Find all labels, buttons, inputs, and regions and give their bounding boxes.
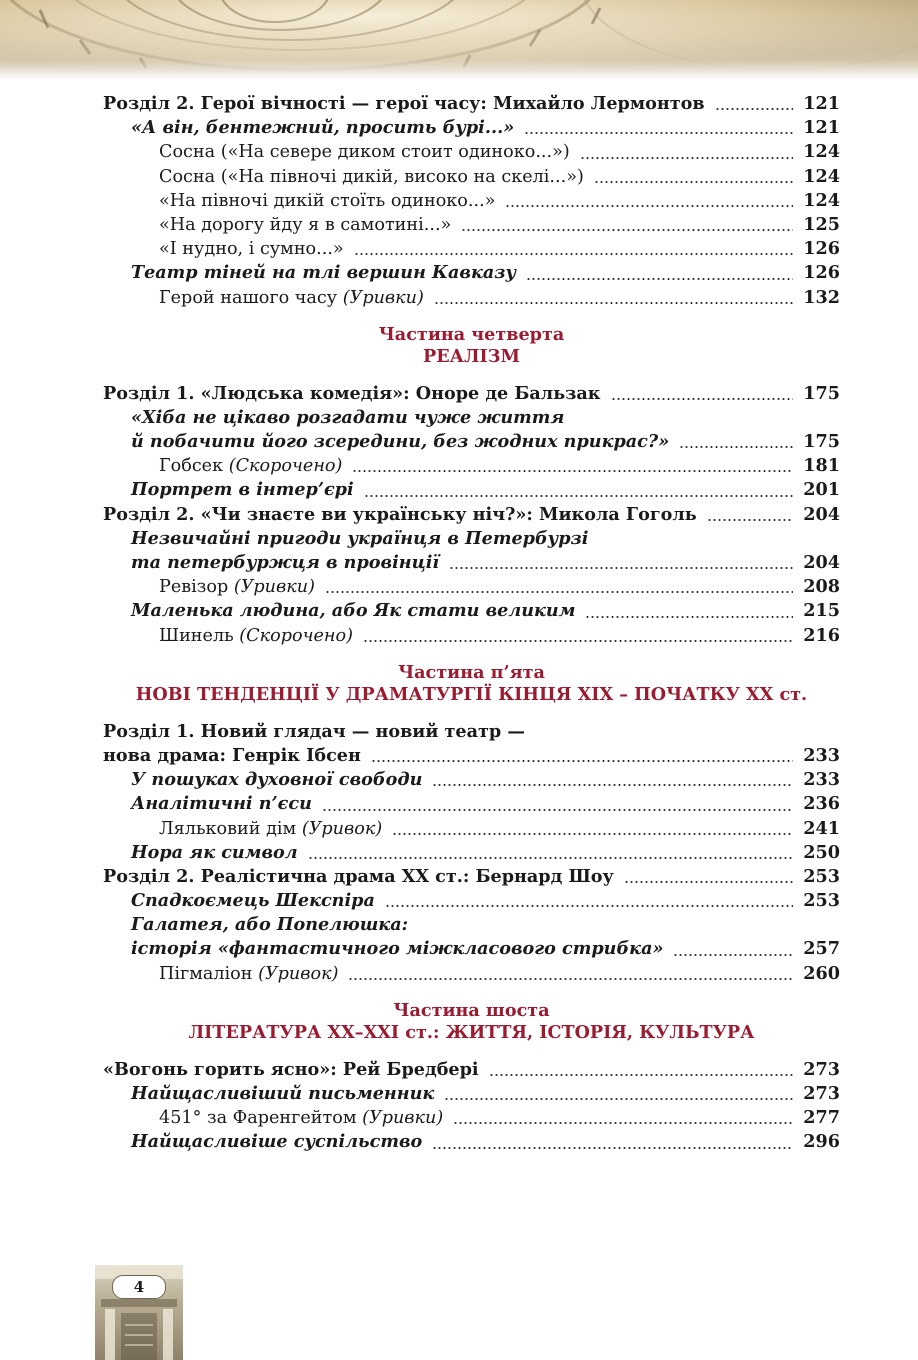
toc-entry-title [159,165,584,189]
toc-page-number: 277 [803,1107,840,1129]
dot-leader [524,132,793,134]
toc-entry[interactable] [103,237,840,261]
toc-entry[interactable] [103,286,840,310]
toc-entry-note: (Уривок) [258,963,339,984]
dot-leader [371,760,793,762]
toc-entry-line [103,406,840,430]
toc-page-number: 253 [803,890,840,912]
dot-leader [489,1074,794,1076]
toc-page-number: 257 [803,938,840,960]
toc-entry-title-text: Театр тіней на тлі вершин Кавказу [131,262,517,284]
toc-entry-title [131,527,588,551]
dot-leader [385,905,793,907]
toc-entry-title-text: Спадкоємець Шекспіра [131,890,375,912]
dot-leader [580,157,794,159]
toc-entry-title [131,768,422,792]
toc-entry-title [131,599,575,623]
toc-entry-title [103,503,697,527]
toc-entry-title-text: Незвичайні пригоди українця в Петербурзі [131,527,589,549]
toc-entry-title-text: Нора як символ [131,841,298,863]
toc-entry-title [159,454,342,478]
dot-leader [453,1122,793,1124]
toc-entry-title-text: Ляльковий дім [159,818,297,839]
toc-entry-title [131,1130,422,1154]
toc-entry-title-text: «А він, бентежний, просить бурі...» [131,117,515,139]
dot-leader [354,253,794,255]
toc-entry-title [159,1106,443,1130]
toc-entry-title [131,478,354,502]
dot-leader [308,857,794,859]
toc-entry[interactable] [103,1058,840,1082]
toc-page-number: 236 [803,793,840,815]
toc-page-number: 124 [803,141,840,163]
toc-entry-note: (Уривки) [233,577,315,598]
toc-entry[interactable] [103,1130,840,1154]
toc-page-number: 175 [803,382,840,404]
toc-entry[interactable] [103,1082,840,1106]
clock-face-image [0,0,918,80]
part-heading: НОВІ ТЕНДЕНЦІЇ У ДРАМАТУРГІЇ КІНЦЯ ХІХ – ПОЧАТКУ ХХ ст. [135,683,808,705]
part-heading: ЛІТЕРАТУРА ХХ–ХХІ ст.: ЖИТТЯ, ІСТОРІЯ, КУЛЬТУРА [188,1021,755,1043]
toc-page-number: 250 [803,841,840,863]
toc-page-number: 253 [803,865,840,887]
toc-entry-title [159,140,570,164]
page-number: 4 [112,1275,166,1299]
toc-entry-title-text: «На півночі дикій стоїть одиноко...» [159,190,496,211]
dot-leader [624,881,793,883]
toc-entry-title [131,116,514,140]
toc-entry[interactable] [103,261,840,285]
toc-page-number: 126 [803,262,840,284]
toc-entry[interactable] [103,454,840,478]
toc-entry[interactable] [103,889,840,913]
toc-entry-note: (Уривок) [301,818,383,839]
table-of-contents [103,92,840,1155]
toc-entry-title-text: «І нудно, і сумно...» [159,239,344,260]
dot-leader [392,833,793,835]
toc-entry-title-text: Розділ 1. «Людська комедія»: Оноре де Бальзак [103,382,601,404]
toc-entry-note: (Скорочено) [239,625,353,646]
toc-entry-title [103,382,601,406]
toc-entry-title [103,865,614,889]
toc-entry[interactable] [103,430,840,454]
toc-entry-note: (Уривки) [362,1108,444,1129]
toc-entry-title [131,841,298,865]
toc-page-number: 181 [803,455,840,477]
toc-entry-title-text: Розділ 2. «Чи знаєте ви українську ніч?»: Микола Гоголь [103,503,697,525]
toc-entry[interactable] [103,1106,840,1130]
toc-entry[interactable] [103,140,840,164]
dot-leader [585,616,793,618]
toc-entry-title-text: Розділ 1. Новий глядач — новий театр — [103,720,525,742]
toc-entry-title [131,913,408,937]
toc-entry-title-text: Сосна («На півночі дикій, високо на скелі...») [159,166,584,187]
toc-entry-title [103,92,705,116]
toc-entry-title-text: та петербуржця в провінції [131,552,440,573]
dot-leader [432,1147,793,1149]
toc-entry-title [159,286,424,310]
part-heading: РЕАЛІЗМ [423,345,520,367]
toc-entry-title [131,261,516,285]
toc-entry-title-text: 451° за Фаренгейтом [159,1108,357,1129]
toc-page-number: 273 [803,1083,840,1104]
dot-leader [348,978,793,980]
toc-entry-title [103,744,361,768]
toc-entry-title [131,1082,434,1106]
toc-entry-title-text: Галатея, або Попелюшка: [131,914,409,936]
toc-entry[interactable] [103,551,840,575]
toc-entry-title-text: Гобсек [159,456,224,477]
toc-page-number: 126 [803,238,840,260]
toc-entry[interactable] [103,575,840,599]
dot-leader [322,809,793,811]
toc-entry[interactable] [103,92,840,116]
toc-entry-title-text: Шинель [159,625,234,646]
toc-entry-title-text: й побачити його зсередини, без жодних прикрас?» [131,431,670,453]
toc-entry[interactable] [103,768,840,792]
toc-entry-title-text: Аналітичні п’єси [131,793,312,815]
toc-entry-title-text: Розділ 2. Реалістична драма ХХ ст.: Бернард Шоу [103,865,614,887]
toc-entry-title-text: нова драма: Генрік Ібсен [103,744,361,766]
toc-entry-title-text: історія «фантастичного міжкласового стрибка» [131,938,664,960]
dot-leader [594,181,793,183]
toc-page-number: 201 [803,479,840,501]
part-label: Частина шоста [393,999,550,1021]
toc-entry-note: (Уривки) [342,287,424,308]
toc-entry[interactable] [103,478,840,502]
toc-entry-title-text: Сосна («На севере диком стоит одиноко...») [159,142,570,163]
toc-entry-title-text: Пігмаліон [159,963,253,984]
dot-leader [707,519,794,521]
toc-entry-title-text: «Вогонь горить ясно»: Рей Бредбері [103,1058,479,1080]
dot-leader [526,278,793,280]
dot-leader [505,205,793,207]
toc-entry-title [159,189,495,213]
toc-entry[interactable] [103,744,840,768]
toc-entry-title [159,213,451,237]
toc-page-number: 215 [803,600,840,622]
toc-entry-title [131,937,663,961]
toc-page-number: 233 [803,744,840,766]
toc-entry-title [159,237,344,261]
dot-leader [449,567,793,569]
toc-entry-title-text: Розділ 2. Герої вічності — герої часу: Михайло Лермонтов [103,93,705,114]
toc-entry-title-text: Герой нашого часу [159,287,338,308]
toc-entry-line [103,527,840,551]
toc-entry[interactable] [103,503,840,527]
part-label: Частина четверта [378,323,565,345]
toc-entry-line [103,720,840,744]
toc-entry[interactable] [103,189,840,213]
toc-entry-title [103,720,525,744]
dot-leader [325,591,793,593]
dot-leader [461,229,793,231]
toc-entry[interactable] [103,599,840,623]
header-clock-illustration [0,0,918,80]
toc-entry[interactable] [103,962,840,986]
toc-entry[interactable] [103,865,840,889]
toc-entry[interactable] [103,165,840,189]
toc-page-number: 124 [803,165,840,187]
toc-entry-title [159,962,338,986]
toc-page-number: 124 [803,189,840,211]
toc-page-number: 216 [803,624,840,646]
dot-leader [673,954,793,956]
toc-page-number: 132 [803,286,840,308]
dot-leader [444,1098,793,1100]
dot-leader [715,108,794,110]
toc-entry-title [131,430,669,454]
toc-page-number: 121 [803,93,840,114]
toc-entry[interactable] [103,937,840,961]
toc-entry-title-text: «Хіба не цікаво розгадати чуже життя [131,406,565,428]
dot-leader [364,495,794,497]
dot-leader [352,470,793,472]
toc-entry-title [131,551,439,575]
toc-entry[interactable] [103,792,840,816]
toc-entry-title-text: У пошуках духовної свободи [131,769,423,791]
part-label: Частина п’ята [398,661,545,683]
toc-entry-title-text: «На дорогу йду я в самотині...» [159,214,452,235]
toc-page-number: 241 [803,817,840,839]
toc-entry-title [131,889,375,913]
dot-leader [363,640,793,642]
toc-page-number: 125 [803,213,840,235]
toc-entry[interactable] [103,841,840,865]
toc-entry[interactable] [103,382,840,406]
dot-leader [434,302,793,304]
toc-entry-title-text: Найщасливіший письменник [131,1083,435,1104]
toc-entry-note: (Скорочено) [228,456,343,477]
toc-entry-title [103,1058,479,1082]
dot-leader [432,784,793,786]
toc-entry-line [103,913,840,937]
toc-entry-title-text: Маленька людина, або Як стати великим [131,600,576,622]
toc-page-number: 208 [803,576,840,598]
toc-entry-title [131,792,312,816]
toc-page-number: 273 [803,1058,840,1080]
toc-page-number: 233 [803,769,840,791]
toc-entry-title-text: Найщасливіше суспільство [131,1131,423,1153]
toc-entry-title [131,406,564,430]
toc-page-number: 260 [803,962,840,984]
toc-entry[interactable] [103,213,840,237]
toc-entry-title [159,817,382,841]
toc-entry-title [159,575,315,599]
toc-page-number: 204 [803,552,840,573]
toc-entry[interactable] [103,624,840,648]
toc-page-number: 296 [803,1131,840,1153]
dot-leader [611,398,794,400]
toc-entry[interactable] [103,817,840,841]
toc-entry-title [159,624,353,648]
toc-entry-title-text: Ревізор [159,577,229,598]
dot-leader [679,446,793,448]
toc-page-number: 175 [803,431,840,453]
toc-entry[interactable] [103,116,840,140]
toc-page-number: 121 [803,117,840,139]
toc-entry-title-text: Портрет в інтер’єрі [131,479,354,501]
toc-page-number: 204 [803,503,840,525]
